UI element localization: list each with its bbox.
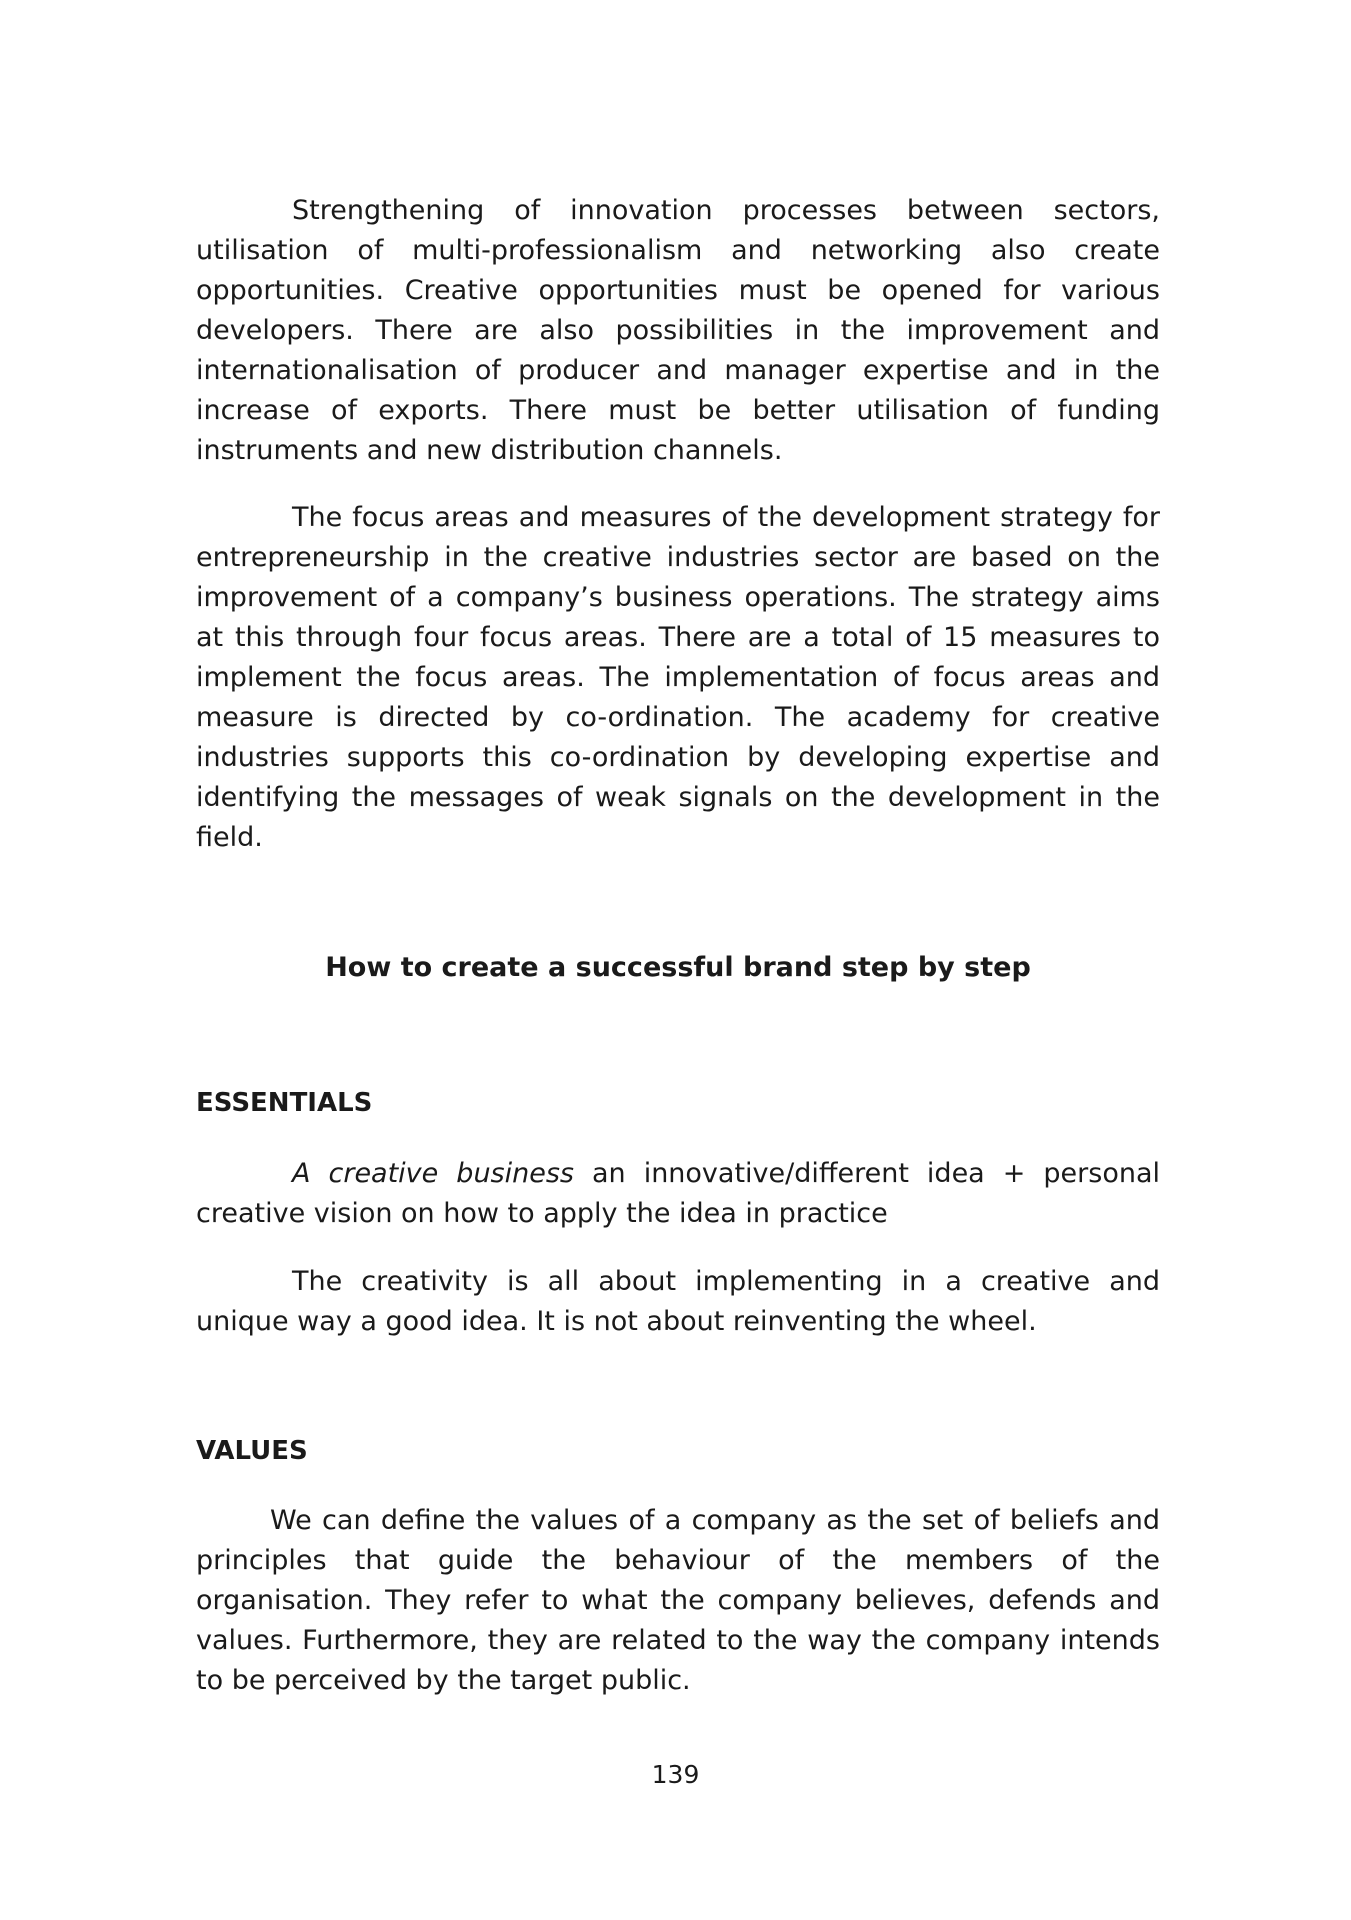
- heading-essentials: ESSENTIALS: [196, 1088, 373, 1118]
- definition-term: A creative business: [292, 1158, 574, 1189]
- heading-values: VALUES: [196, 1436, 308, 1466]
- section-title: How to create a successful brand step by step: [325, 952, 1031, 983]
- page-number: 139: [651, 1760, 700, 1789]
- paragraph-values: We can define the values of a company as the set of beliefs and principles that guide the behaviour of the members of the organisation. They refer to what the company believes, defends and values. Furthermore, they are related to the way the company intends to be perceived by the target public.: [196, 1505, 1160, 1696]
- paragraph-focus-areas: The focus areas and measures of the development strategy for entrepreneurship in the creative industries sector are based on the improvement of a company’s business operations. The strategy aims at this through four focus areas. There are a total of 15 measures to implement the focus areas. The implementation of focus areas and measure is directed by co-ordination. The academy for creative industries supports this co-ordination by developing expertise and identifying the messages of weak signals on the development in the field.: [196, 502, 1160, 853]
- definition-text: an innovative/different idea + personal creative vision on how to apply the idea in practice: [196, 1158, 1160, 1229]
- paragraph-creative-business-definition: [196, 1154, 1160, 1234]
- paragraph-creativity: The creativity is all about implementing in a creative and unique way a good idea. It is not about reinventing the wheel.: [196, 1266, 1160, 1337]
- paragraph-innovation-processes: Strengthening of innovation processes between sectors, utilisation of multi-professionalism and networking also create opportunities. Creative opportunities must be opened for various developers. There are also possibilities in the improvement and internationalisation of producer and manager expertise and in the increase of exports. There must be better utilisation of funding instruments and new distribution channels.: [196, 195, 1160, 466]
